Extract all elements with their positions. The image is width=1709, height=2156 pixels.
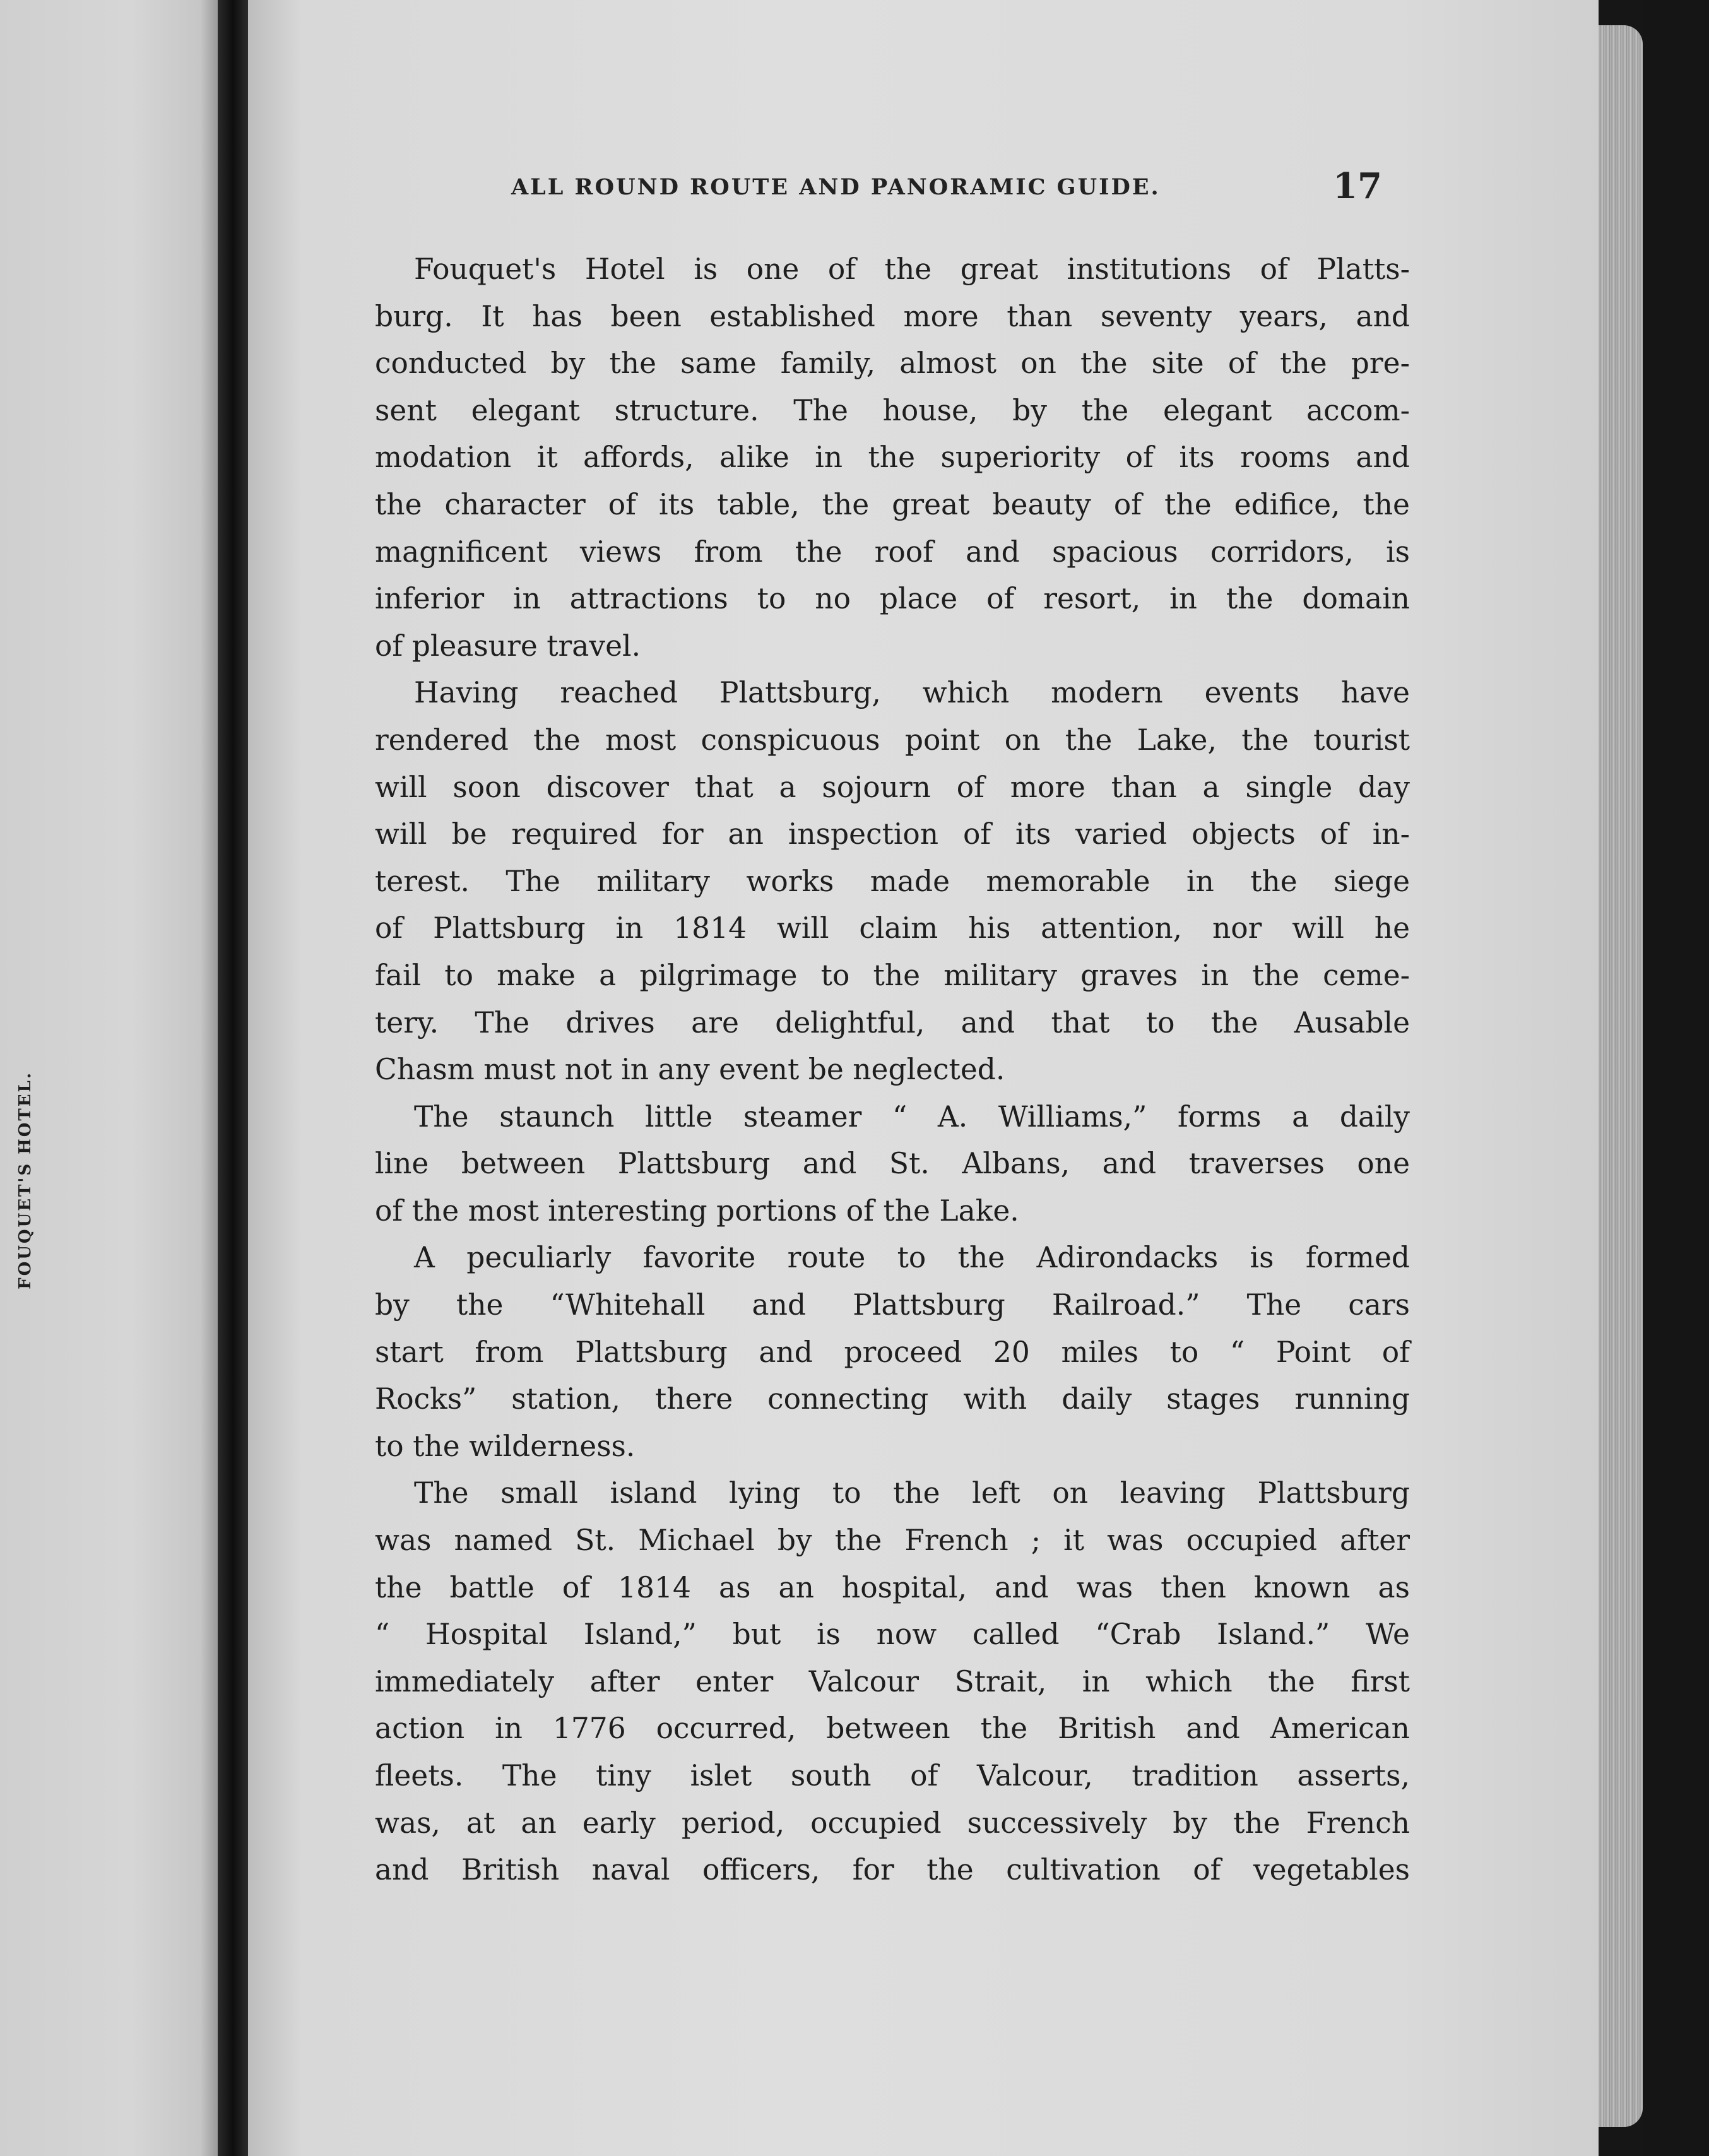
text-line: to the wilderness. (375, 1429, 636, 1463)
text-line: start from Plattsburg and proceed 20 miles to “ Point of (375, 1335, 1410, 1369)
text-line: burg. It has been established more than seventy years, and (375, 299, 1410, 333)
facing-page (0, 0, 218, 2156)
text-line: A peculiarly favorite route to the Adirondacks is formed (414, 1241, 1410, 1275)
paragraph (375, 1470, 1410, 1893)
text-line: by the “Whitehall and Plattsburg Railroad.” The cars (375, 1288, 1410, 1322)
book-gutter (218, 0, 248, 2156)
text-line: of Plattsburg in 1814 will claim his attention, nor will he (375, 911, 1410, 945)
text-line: the character of its table, the great beauty of the edifice, the (375, 487, 1410, 521)
text-line: will soon discover that a sojourn of more than a single day (375, 770, 1410, 804)
text-line: Rocks” station, there connecting with daily stages running (375, 1382, 1410, 1416)
text-line: action in 1776 occurred, between the British and American (375, 1712, 1410, 1746)
scan-border (1643, 0, 1709, 2156)
text-line: sent elegant structure. The house, by the elegant accom- (375, 393, 1410, 427)
text-line: was named St. Michael by the French ; it was occupied after (375, 1524, 1410, 1558)
text-line: will be required for an inspection of its varied objects of in- (375, 817, 1410, 851)
body-text (375, 246, 1410, 1894)
text-line: tery. The drives are delightful, and that to the Ausable (375, 1005, 1410, 1040)
text-line: The small island lying to the left on leaving Plattsburg (414, 1476, 1410, 1510)
text-line: line between Plattsburg and St. Albans, and traverses one (375, 1147, 1410, 1181)
text-line: Fouquet's Hotel is one of the great institutions of Platts- (414, 252, 1410, 286)
text-line: was, at an early period, occupied successively by the French (375, 1806, 1410, 1840)
text-line: The staunch little steamer “ A. Williams,” forms a daily (414, 1099, 1410, 1134)
text-line: fleets. The tiny islet south of Valcour, tradition asserts, (375, 1759, 1410, 1792)
text-line: Chasm must not in any event be neglected. (375, 1053, 1005, 1087)
text-line: Having reached Plattsburg, which modern events have (414, 676, 1410, 710)
paragraph (375, 670, 1410, 1093)
text-line: the battle of 1814 as an hospital, and was then known as (375, 1570, 1410, 1604)
text-line: “ Hospital Island,” but is now called “Crab Island.” We (375, 1618, 1410, 1652)
text-line: immediately after enter Valcour Strait, in which the first (375, 1664, 1410, 1698)
text-line: conducted by the same family, almost on the site of the pre- (375, 346, 1410, 381)
paragraph (375, 1235, 1410, 1470)
running-header (511, 165, 1382, 216)
page-number: 17 (1333, 165, 1382, 207)
text-line: inferior in attractions to no place of resort, in the domain (375, 582, 1410, 616)
paragraph (375, 1094, 1410, 1235)
page-stack-edge (1599, 25, 1643, 2127)
text-line: rendered the most conspicuous point on the Lake, the tourist (375, 723, 1410, 757)
running-header-title: ALL ROUND ROUTE AND PANORAMIC GUIDE. (511, 174, 1161, 200)
text-line: terest. The military works made memorable in the siege (375, 864, 1410, 898)
facing-page-running-head: FOUQUET'S HOTEL. (16, 1071, 35, 1289)
text-line: and British naval officers, for the cultivation of vegetables (375, 1853, 1410, 1887)
text-line: modation it affords, alike in the superiority of its rooms and (375, 441, 1410, 475)
paragraph (375, 246, 1410, 670)
text-line: of the most interesting portions of the Lake. (375, 1194, 1019, 1228)
text-line: magnificent views from the roof and spacious corridors, is (375, 535, 1410, 569)
text-line: of pleasure travel. (375, 629, 641, 663)
text-line: fail to make a pilgrimage to the military graves in the ceme- (375, 958, 1410, 992)
